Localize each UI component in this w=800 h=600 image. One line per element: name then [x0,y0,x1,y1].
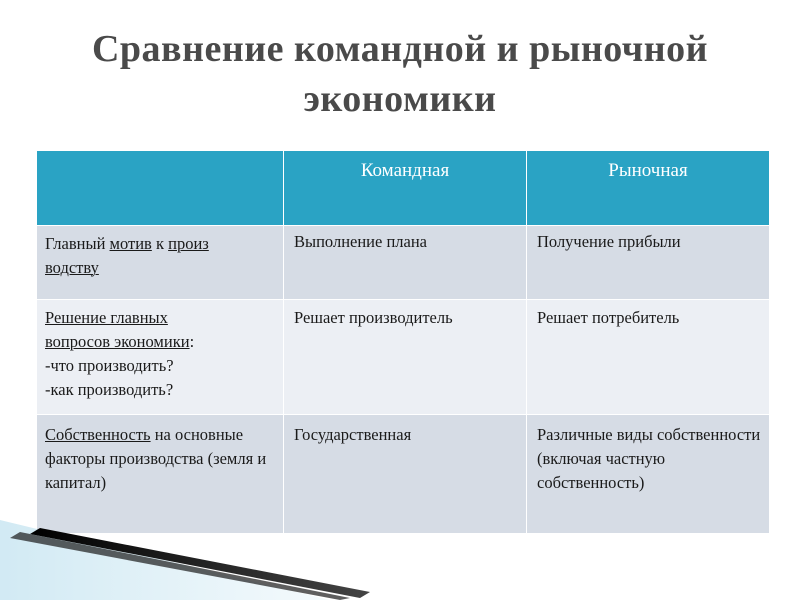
title-line-1: Сравнение командной и рыночной [91,28,709,70]
cell-market: Решает потребитель [527,300,770,415]
title-line-2: экономики [303,78,497,120]
cell-market: Получение прибыли [527,226,770,300]
cell-command: Государственная [284,415,527,534]
header-command: Командная [284,151,527,226]
cell-market: Различные виды собственности (включая частную собственность) [527,415,770,534]
label-underlined: вопросов экономики [45,332,190,351]
cell-command: Выполнение плана [284,226,527,300]
comparison-table [36,150,770,534]
table-row [37,415,770,534]
label-underlined: Решение главных [45,308,168,327]
label-text: к [151,234,169,253]
row-label-motive [37,226,284,300]
label-underlined: произ [168,234,209,253]
label-text: -что производить? [45,356,174,375]
label-text: на основные факторы производства (земля и капитал) [45,425,267,492]
header-market: Рыночная [527,151,770,226]
table-row [37,300,770,415]
table-header-row [37,151,770,226]
label-text: : [189,332,195,351]
label-underlined: водству [45,258,99,277]
table-row [37,226,770,300]
label-underlined: мотив [109,234,152,253]
label-text: Главный [45,234,110,253]
label-underlined: Собственность [45,425,151,444]
row-label-decisions [37,300,284,415]
cell-command: Решает производитель [284,300,527,415]
row-label-ownership [37,415,284,534]
slide-title [40,24,760,124]
label-text: -как производить? [45,380,174,399]
header-empty-cell [37,151,284,226]
